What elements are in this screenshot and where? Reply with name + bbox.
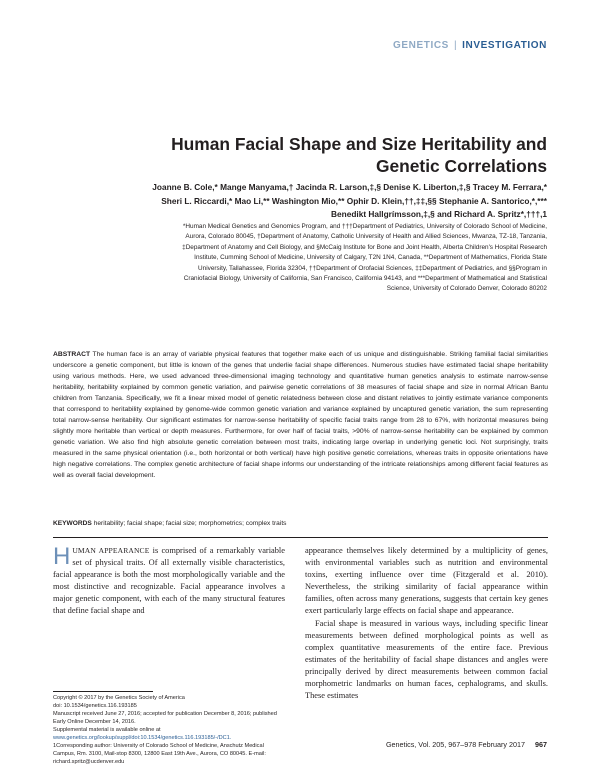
drop-cap: H (53, 543, 71, 570)
affiliation-line: Aurora, Colorado 80045, †Department of Anatomy, Catholic University of Health and Allied Sciences, Mwanza, TZ-18, Tanzania, (185, 233, 547, 241)
supplemental-link[interactable]: www.genetics.org/lookup/suppl/doi:10.1534/genetics.116.193185/-/DC1. (53, 735, 232, 741)
manuscript-note: Manuscript received June 27, 2016; accepted for publication December 8, 2016; published Early Online December 14, 2016. (53, 711, 277, 725)
author-line: Benedikt Hallgrímsson,‡,§ and Richard A. Spritz*,†††,1 (331, 209, 547, 220)
journal-header (393, 40, 547, 51)
lead-in-smallcaps: UMAN APPEARANCE (72, 546, 150, 555)
title-line-2: Genetic Correlations (375, 156, 547, 176)
abstract (53, 349, 548, 481)
supplemental-note (53, 726, 285, 742)
abstract-text: The human face is an array of variable physical features that together make each of us unique and distinguishable. Striking familial facial similarities underscore a genetic component, but little is known of the genes that underlie facial shape differences. Numerous studies have estimated facial shape heritability using various methods. Here, we used advanced three-dimensional imaging technology and quantitative human genetics analysis to estimate narrow-sense heritability, heritability explained by common genetic variation, and pairwise genetic correlations of 38 measures of facial shape and size in normal African Bantu children from Tanzania. Specifically, we fit a linear mixed model of genetic relatedness between close and distant relatives to jointly estimate variance components that correspond to heritability explained by genome-wide common genetic variation and variance explained by uncaptured genetic variation, the sum representing total narrow-sense heritability. Our significant estimates for narrow-sense heritability of specific facial traits range from 28 to 67%, with horizontal measures being slightly more heritable than vertical or depth measures. Furthermore, for over half of facial traits, >90% of narrow-sense heritability can be explained by common genetic variation. We also find high absolute genetic correlation between most traits, indicating large overlap in underlying genetic loci. Not surprisingly, traits measured in the same physical orientation (i.e., both horizontal or both vertical) have high positive genetic correlations, whereas traits in opposite orientations have high negative correlations. The complex genetic architecture of facial shape informs our understanding of the intricate relationships among different facial features as well as overall facial development. (53, 351, 548, 479)
header-separator: | (453, 40, 458, 51)
page-number: 967 (535, 740, 547, 749)
body-column-right (305, 545, 548, 702)
affiliation-line: Institute, Cumming School of Medicine, University of Calgary, T2N 1N4, Canada, **Department of Mathematics, Florida State (194, 254, 547, 262)
affiliation-line: Craniofacial Biology, University of California, San Francisco, California 94143, and ***Department of Mathematical and Statistical (183, 275, 547, 283)
intro-text: is comprised of a remarkably variable set of physical traits. Of all externally visible characteristics, facial appearance is both the most morphologically variable and the most distinctive and recognizable. Facial appearance involves a major genetic component, with each of the many structural features that define facial shape and (53, 546, 285, 616)
keywords-text: heritability; facial shape; facial size; morphometrics; complex traits (93, 520, 287, 527)
keywords-label: KEYWORDS (53, 520, 92, 527)
footnotes (53, 694, 285, 766)
article-section: INVESTIGATION (462, 40, 547, 51)
author-line: Joanne B. Cole,* Mange Manyama,† Jacinda R. Larson,‡,§ Denise K. Liberton,‡,§ Tracey M. Ferrara,* (152, 182, 547, 192)
article-title (107, 133, 547, 177)
copyright-note: Copyright © 2017 by the Genetics Society of America (53, 695, 185, 701)
body-paragraph: appearance themselves likely determined by a multiplicity of genes, with environmental variables such as nutrition and environmental toxins, exerting influence over time (Fitzgerald et al. 2010). Nevertheless, the striking similarity of facial appearance within families, often across many generations, suggests that certain key genes exert particularly large effects on facial shape and appearance. (305, 546, 548, 616)
body-column-left (53, 545, 285, 618)
author-line: Sheri L. Riccardi,* Mao Li,** Washington Mio,** Ophir D. Klein,††,‡‡,§§ Stephanie A. Santorico,*,*** (161, 195, 547, 206)
citation-text: Genetics, Vol. 205, 967–978 February 2017 (385, 740, 525, 749)
affiliation-list (47, 222, 547, 295)
corresponding-author-note: 1Corresponding author: University of Colorado School of Medicine, Anschutz Medical Campus, Rm. 3100, Mail-stop 8300, 12800 East 19th Ave., Aurora, CO 80045. E-mail: richard.spritz@ucdenver.edu (53, 743, 266, 765)
abstract-label: ABSTRACT (53, 351, 91, 358)
supplemental-prefix: Supplemental material is available online at (53, 727, 161, 733)
journal-name: GENETICS (393, 40, 449, 51)
author-list (27, 181, 547, 222)
affiliation-line: Science, University of Colorado Denver, Colorado 80202 (386, 285, 547, 293)
title-line-1: Human Facial Shape and Size Heritability and (171, 134, 547, 154)
footnote-divider (53, 691, 153, 692)
section-divider (53, 537, 548, 538)
page-footer (386, 740, 547, 749)
keywords (53, 520, 548, 527)
intro-paragraph (53, 545, 285, 618)
affiliation-line: University, Tallahassee, Florida 32304, ††Department of Orofacial Sciences, ‡‡Department of Pediatrics, and §§Program in (198, 264, 547, 272)
doi-note: doi: 10.1534/genetics.116.193185 (53, 703, 137, 709)
affiliation-line: ‡Department of Anatomy and Cell Biology, and §McCaig Institute for Bone and Joint Health, Alberta Children's Hospital Research (182, 243, 547, 251)
affiliation-line: *Human Medical Genetics and Genomics Program, and †††Department of Pediatrics, University of Colorado School of Medicine, (182, 223, 547, 230)
body-paragraph: Facial shape is measured in various ways, including specific linear measurements between defined morphological points as well as complex quantitative measurements of the entire face. Previous estimates of the heritability of facial shape distances and angles were principally derived by direct measurements between common facial morphometric landmarks on human faces, cephalograms, and skulls. These estimates (305, 618, 548, 701)
